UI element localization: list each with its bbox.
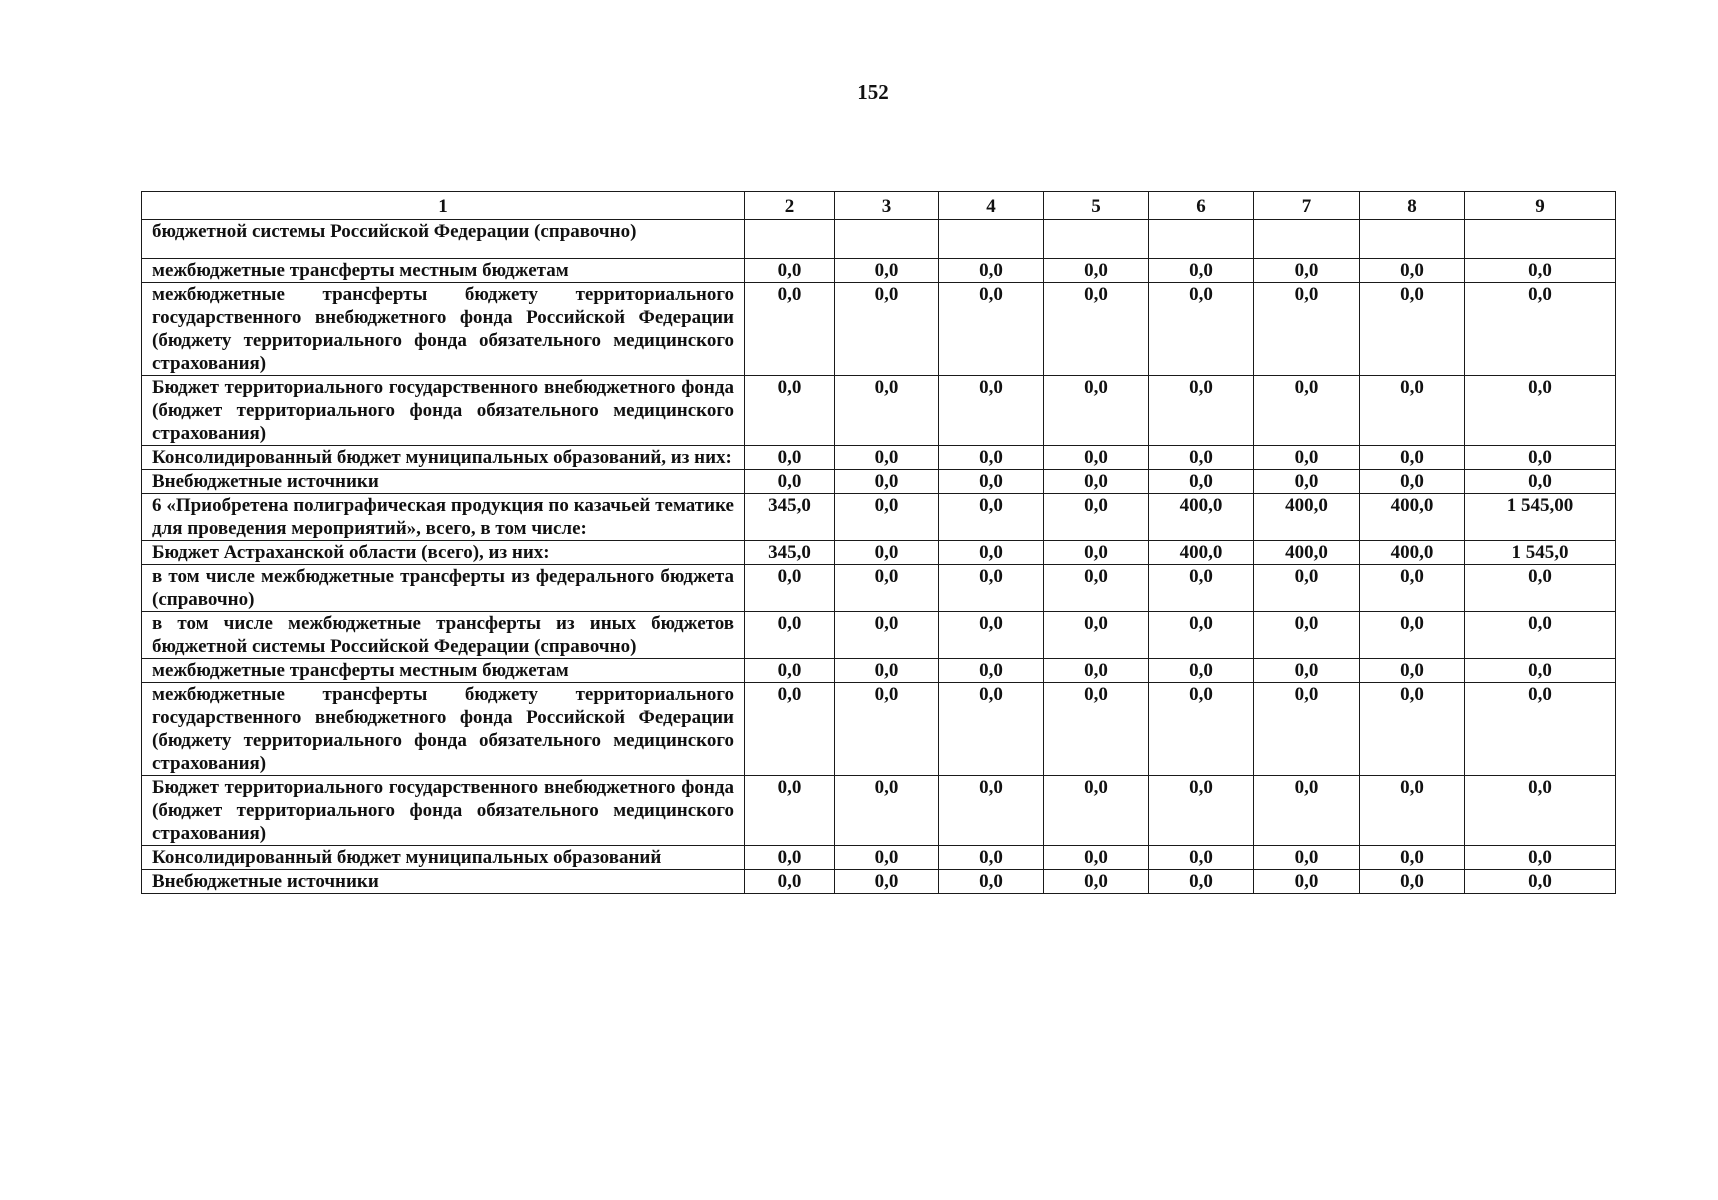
row-value: 0,0 [1149,446,1254,470]
row-value: 0,0 [1360,846,1465,870]
row-value: 0,0 [745,446,835,470]
row-value [1465,220,1616,259]
column-header: 9 [1465,192,1616,220]
row-value: 0,0 [1149,870,1254,894]
row-label: в том числе межбюджетные трансферты из федерального бюджета (справочно) [142,565,745,612]
row-value: 0,0 [1044,541,1149,565]
row-value: 0,0 [1149,846,1254,870]
row-value: 0,0 [1149,470,1254,494]
row-value: 0,0 [1465,470,1616,494]
row-value: 0,0 [1149,376,1254,446]
row-value: 0,0 [835,376,939,446]
row-value: 0,0 [1360,470,1465,494]
row-value: 0,0 [1465,659,1616,683]
row-value: 0,0 [939,494,1044,541]
budget-table [141,191,1616,894]
row-value: 0,0 [745,376,835,446]
row-value: 400,0 [1360,494,1465,541]
row-value: 0,0 [745,565,835,612]
row-value: 0,0 [1465,846,1616,870]
table-row [142,283,1616,376]
table-row [142,259,1616,283]
row-value: 0,0 [1149,683,1254,776]
row-value: 0,0 [835,494,939,541]
row-value: 0,0 [1044,776,1149,846]
row-value: 0,0 [1360,870,1465,894]
row-value: 0,0 [1044,870,1149,894]
column-header: 8 [1360,192,1465,220]
row-label: Консолидированный бюджет муниципальных образований [142,846,745,870]
row-value: 0,0 [1044,846,1149,870]
row-value: 0,0 [1149,283,1254,376]
row-value: 0,0 [939,846,1044,870]
row-value: 0,0 [745,259,835,283]
row-value: 400,0 [1149,541,1254,565]
row-label: в том числе межбюджетные трансферты из иных бюджетов бюджетной системы Российской Федерации (справочно) [142,612,745,659]
row-value: 0,0 [939,446,1044,470]
row-value: 0,0 [939,259,1044,283]
row-value: 0,0 [835,541,939,565]
row-value: 0,0 [939,659,1044,683]
row-value: 0,0 [1360,612,1465,659]
row-value: 0,0 [1254,776,1360,846]
row-value: 345,0 [745,494,835,541]
table-row [142,541,1616,565]
row-value: 0,0 [939,776,1044,846]
column-header: 1 [142,192,745,220]
row-value: 0,0 [1465,259,1616,283]
row-value: 0,0 [1044,470,1149,494]
row-value [939,220,1044,259]
row-value: 0,0 [1465,870,1616,894]
row-value: 0,0 [745,683,835,776]
row-value: 0,0 [1360,376,1465,446]
row-value: 0,0 [1044,683,1149,776]
row-value [1044,220,1149,259]
row-value [1254,220,1360,259]
row-value: 0,0 [1149,776,1254,846]
row-value: 0,0 [1465,776,1616,846]
table-row [142,776,1616,846]
table-row [142,565,1616,612]
column-header: 5 [1044,192,1149,220]
row-value: 0,0 [1254,683,1360,776]
row-value: 400,0 [1360,541,1465,565]
row-value: 0,0 [1465,376,1616,446]
row-value: 0,0 [835,612,939,659]
row-value: 0,0 [1254,659,1360,683]
row-value: 0,0 [745,846,835,870]
column-header: 3 [835,192,939,220]
row-label: межбюджетные трансферты бюджету территориального государственного внебюджетного фонда Российской Федерации (бюджету территориального фонда обязательного медицинского страхования) [142,283,745,376]
row-value: 0,0 [1254,259,1360,283]
page-number: 152 [857,80,889,104]
row-value: 0,0 [1465,446,1616,470]
row-value: 0,0 [1044,494,1149,541]
row-value: 0,0 [745,659,835,683]
row-value: 0,0 [1149,659,1254,683]
row-value: 0,0 [1360,565,1465,612]
row-label: межбюджетные трансферты бюджету территориального государственного внебюджетного фонда Российской Федерации (бюджету территориального фонда обязательного медицинского страхования) [142,683,745,776]
row-value: 0,0 [1465,612,1616,659]
column-header: 7 [1254,192,1360,220]
row-value [1149,220,1254,259]
row-value: 0,0 [1254,846,1360,870]
row-value: 0,0 [835,446,939,470]
table-row [142,612,1616,659]
row-value: 0,0 [1254,612,1360,659]
row-value: 0,0 [1254,565,1360,612]
row-value: 0,0 [1044,283,1149,376]
row-label: 6 «Приобретена полиграфическая продукция по казачьей тематике для проведения мероприятий», всего, в том числе: [142,494,745,541]
row-label: бюджетной системы Российской Федерации (справочно) [142,220,745,259]
row-value: 0,0 [835,776,939,846]
column-header: 6 [1149,192,1254,220]
row-value: 0,0 [835,565,939,612]
row-value: 0,0 [939,376,1044,446]
table-header-row [142,192,1616,220]
row-value: 400,0 [1149,494,1254,541]
table-row [142,470,1616,494]
row-value [1360,220,1465,259]
table-row [142,683,1616,776]
row-value: 0,0 [1254,470,1360,494]
row-label: Консолидированный бюджет муниципальных образований, из них: [142,446,745,470]
row-value: 0,0 [1254,376,1360,446]
row-value: 400,0 [1254,541,1360,565]
row-value: 0,0 [1044,659,1149,683]
row-value: 0,0 [1360,776,1465,846]
column-header: 4 [939,192,1044,220]
row-value: 0,0 [1149,259,1254,283]
row-value: 0,0 [939,283,1044,376]
row-value: 0,0 [1149,612,1254,659]
row-value: 0,0 [745,283,835,376]
row-label: Бюджет территориального государственного внебюджетного фонда (бюджет территориального фонда обязательного медицинского страхования) [142,376,745,446]
row-value: 0,0 [1149,565,1254,612]
row-value: 0,0 [835,846,939,870]
row-value: 0,0 [1254,446,1360,470]
table-row [142,846,1616,870]
row-value: 0,0 [835,283,939,376]
table-row [142,659,1616,683]
row-value: 0,0 [1465,283,1616,376]
row-label: Внебюджетные источники [142,470,745,494]
row-value: 0,0 [1360,446,1465,470]
row-value: 0,0 [939,870,1044,894]
row-value: 0,0 [835,870,939,894]
row-value: 0,0 [939,612,1044,659]
row-value: 0,0 [1360,283,1465,376]
row-value: 0,0 [1254,283,1360,376]
row-value: 0,0 [1044,259,1149,283]
table-row [142,220,1616,259]
row-value: 0,0 [1360,683,1465,776]
row-value: 0,0 [1360,259,1465,283]
row-value: 0,0 [835,659,939,683]
row-value: 0,0 [939,683,1044,776]
table-row [142,870,1616,894]
row-value: 0,0 [1044,446,1149,470]
row-value: 0,0 [1360,659,1465,683]
row-value: 0,0 [745,470,835,494]
row-value: 0,0 [745,612,835,659]
row-value: 0,0 [1465,683,1616,776]
row-value: 0,0 [1044,565,1149,612]
row-label: межбюджетные трансферты местным бюджетам [142,659,745,683]
row-label: межбюджетные трансферты местным бюджетам [142,259,745,283]
row-value: 1 545,0 [1465,541,1616,565]
row-value [835,220,939,259]
row-value [745,220,835,259]
row-value: 0,0 [1465,565,1616,612]
row-value: 0,0 [939,470,1044,494]
row-value: 0,0 [1044,376,1149,446]
row-value: 0,0 [835,683,939,776]
row-value: 0,0 [745,776,835,846]
row-value: 0,0 [835,470,939,494]
row-value: 0,0 [1254,870,1360,894]
table-row [142,494,1616,541]
column-header: 2 [745,192,835,220]
table-body [142,220,1616,894]
row-value: 400,0 [1254,494,1360,541]
row-label: Бюджет территориального государственного внебюджетного фонда (бюджет территориального фонда обязательного медицинского страхования) [142,776,745,846]
row-value: 0,0 [939,565,1044,612]
table-row [142,446,1616,470]
table-row [142,376,1616,446]
row-value: 1 545,00 [1465,494,1616,541]
row-value: 0,0 [939,541,1044,565]
row-value: 0,0 [835,259,939,283]
row-label: Внебюджетные источники [142,870,745,894]
row-value: 0,0 [1044,612,1149,659]
row-value: 0,0 [745,870,835,894]
row-label: Бюджет Астраханской области (всего), из них: [142,541,745,565]
row-value: 345,0 [745,541,835,565]
